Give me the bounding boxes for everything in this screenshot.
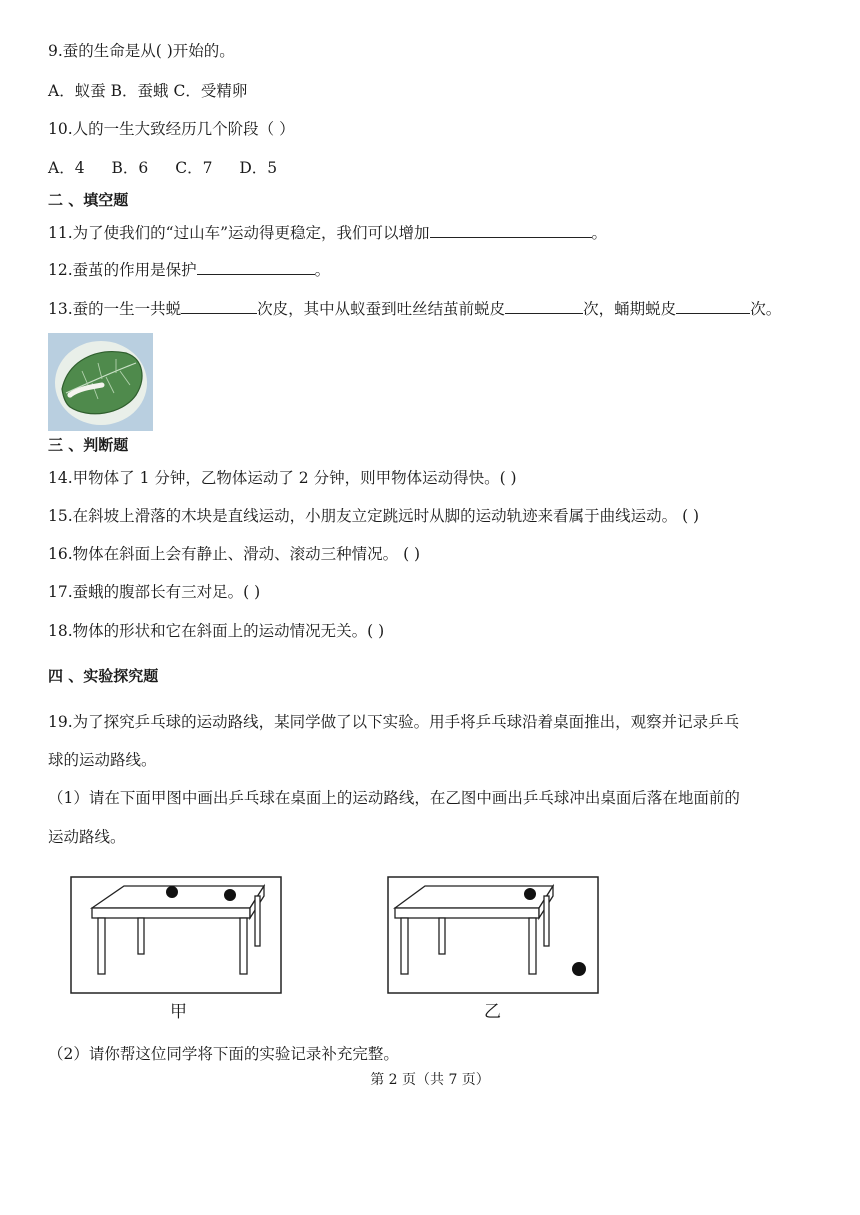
option-d: D．5 [239,159,278,177]
question-11-end: 。 [591,224,608,242]
option-a: A．蚁蚕 [48,82,106,100]
question-13-text-3: 次，蛹期蜕皮 [583,300,677,318]
question-19-sub-1-line-1: （1）请在下面甲图中画出乒乓球在桌面上的运动路线，在乙图中画出乒乓球冲出桌面后落在地面前的 [48,789,740,807]
section-heading-fill-blank: 二 、填空题 [48,191,129,209]
answer-blank-1[interactable] [181,298,257,314]
question-15: 15.在斜坡上滑落的木块是直线运动，小朋友立定跳远时从脚的运动轨迹来看属于曲线运动。 ( ) [48,507,700,525]
figure-label-left: 甲 [170,1002,187,1022]
option-c: C．7 [175,159,213,177]
question-13-text-4: 次。 [750,300,782,318]
question-12-text: 12.蚕茧的作用是保护 [48,261,197,279]
silkworm-on-leaf-image [48,333,153,431]
ball-on-table [524,888,536,900]
question-19-sub-1-line-2: 运动路线。 [48,828,126,846]
option-a: A．4 [48,159,85,177]
question-9-options [48,80,247,102]
section-heading-experiment: 四 、实验探究题 [48,667,159,685]
page-footer: 第 2 页（共 7 页） [370,1072,490,1088]
question-11 [48,222,607,244]
question-18: 18.物体的形状和它在斜面上的运动情况无关。( ) [48,622,385,640]
question-19-line-1: 19.为了探究乒乓球的运动路线，某同学做了以下实验。用手将乒乓球沿着桌面推出，观察并记录乒乓 [48,713,740,731]
ball-on-floor [572,962,586,976]
question-13-text-2: 次皮，其中从蚁蚕到吐丝结茧前蜕皮 [257,300,506,318]
question-10-options [48,157,277,179]
question-17: 17.蚕蛾的腹部长有三对足。( ) [48,583,261,601]
answer-blank[interactable] [430,222,592,238]
ball-2 [224,889,236,901]
answer-blank[interactable] [197,259,315,275]
option-c: C．受精卵 [173,82,248,100]
table-figure-left [70,876,282,994]
question-9-stem: 9.蚕的生命是从( )开始的。 [48,42,235,60]
question-12 [48,259,330,281]
ball-1 [166,886,178,898]
question-16: 16.物体在斜面上会有静止、滑动、滚动三种情况。 ( ) [48,545,421,563]
section-heading-true-false: 三 、判断题 [48,436,129,454]
question-19-sub-2: （2）请你帮这位同学将下面的实验记录补充完整。 [48,1045,399,1063]
option-b: B．蚕蛾 [110,82,169,100]
figure-label-right: 乙 [484,1002,501,1022]
answer-blank-3[interactable] [676,298,750,314]
option-b: B．6 [111,159,149,177]
question-13-text-1: 13.蚕的一生一共蜕 [48,300,182,318]
question-11-text: 11.为了使我们的“过山车”运动得更稳定，我们可以增加 [48,224,430,242]
question-19-line-2: 球的运动路线。 [48,751,157,769]
table-figure-right [387,876,599,994]
question-12-end: 。 [314,261,331,279]
question-14: 14.甲物体了 1 分钟，乙物体运动了 2 分钟，则甲物体运动得快。( ) [48,469,517,487]
question-10-stem: 10.人的一生大致经历几个阶段（ ） [48,120,295,138]
answer-blank-2[interactable] [505,298,583,314]
question-13 [48,298,781,320]
